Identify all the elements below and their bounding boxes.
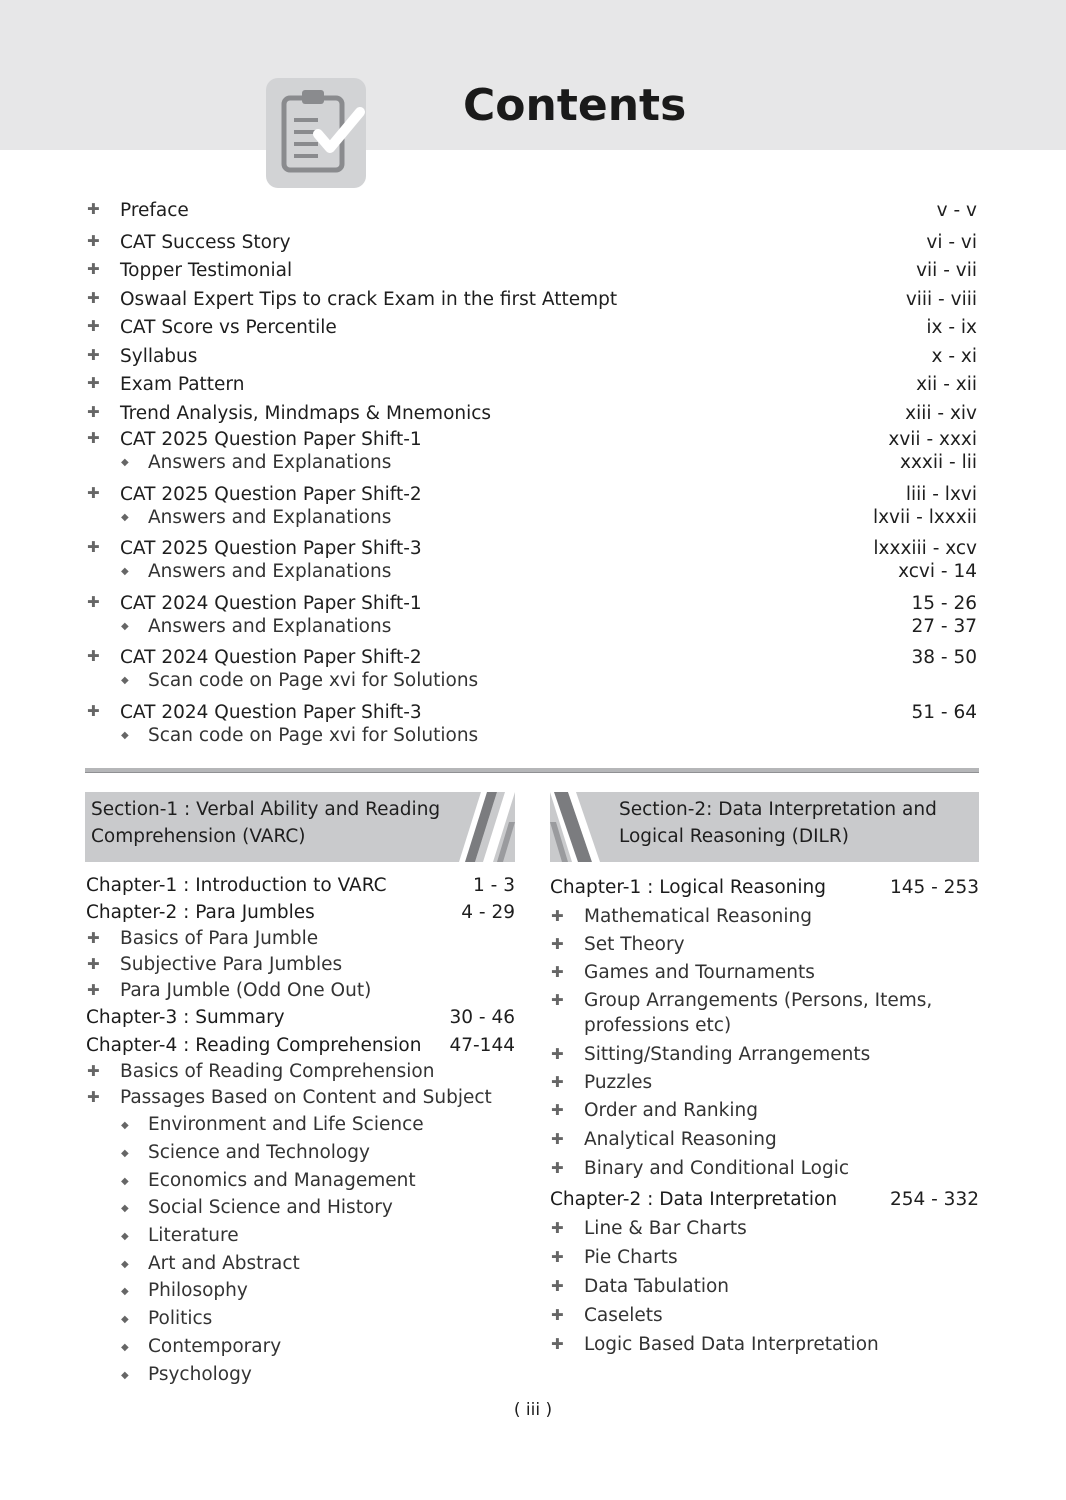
- backslash-decoration-icon: [550, 792, 610, 862]
- plus-icon: ✚: [87, 200, 100, 218]
- toc-item: Exam Pattern: [120, 374, 245, 395]
- section-2-header: [550, 792, 979, 862]
- toc-item: Preface: [120, 200, 189, 221]
- plus-icon: ✚: [87, 429, 100, 447]
- plus-icon: ✚: [551, 1045, 564, 1063]
- plus-icon: ✚: [87, 981, 100, 999]
- toc-item: CAT 2025 Question Paper Shift-2: [120, 484, 422, 505]
- plus-icon: ✚: [87, 260, 100, 278]
- divider: [85, 768, 979, 773]
- toc-subpages: lxvii - lxxxii: [872, 507, 977, 528]
- list-subitem: Social Science and History: [148, 1197, 393, 1218]
- list-subitem: Art and Abstract: [148, 1253, 300, 1274]
- plus-icon: ✚: [87, 538, 100, 556]
- plus-icon: ✚: [87, 647, 100, 665]
- diamond-bullet-icon: ◆: [121, 457, 129, 468]
- plus-icon: ✚: [87, 484, 100, 502]
- chapter-pages: 30 - 46: [449, 1007, 515, 1028]
- toc-pages: ix - ix: [926, 317, 977, 338]
- diamond-bullet-icon: ◆: [121, 1120, 129, 1131]
- plus-icon: ✚: [551, 1248, 564, 1266]
- diamond-bullet-icon: ◆: [121, 1314, 129, 1325]
- toc-item: CAT 2025 Question Paper Shift-3: [120, 538, 422, 559]
- chapter-title: Chapter-4 : Reading Comprehension: [86, 1035, 422, 1056]
- toc-subitem: Scan code on Page xvi for Solutions: [148, 670, 479, 691]
- toc-item: CAT Success Story: [120, 232, 291, 253]
- plus-icon: ✚: [551, 963, 564, 981]
- list-item: Caselets: [584, 1305, 663, 1326]
- toc-subitem: Answers and Explanations: [148, 561, 392, 582]
- chapter-title: Chapter-2 : Para Jumbles: [86, 902, 315, 923]
- section-2-title-line1: Section-2: Data Interpretation and: [619, 799, 937, 820]
- list-item-continuation: professions etc): [584, 1015, 732, 1036]
- diamond-bullet-icon: ◆: [121, 1259, 129, 1270]
- list-item: Binary and Conditional Logic: [584, 1158, 850, 1179]
- plus-icon: ✚: [551, 1219, 564, 1237]
- plus-icon: ✚: [87, 929, 100, 947]
- toc-pages: x - xi: [931, 346, 977, 367]
- list-item: Para Jumble (Odd One Out): [120, 980, 372, 1001]
- plus-icon: ✚: [551, 1159, 564, 1177]
- diamond-bullet-icon: ◆: [121, 1176, 129, 1187]
- list-item: Puzzles: [584, 1072, 653, 1093]
- list-subitem: Environment and Life Science: [148, 1114, 424, 1135]
- list-subitem: Psychology: [148, 1364, 252, 1385]
- toc-pages: xiii - xiv: [905, 403, 977, 424]
- list-subitem: Literature: [148, 1225, 239, 1246]
- toc-subitem: Scan code on Page xvi for Solutions: [148, 725, 479, 746]
- list-item: Logic Based Data Interpretation: [584, 1334, 879, 1355]
- plus-icon: ✚: [551, 1130, 564, 1148]
- toc-subitem: Answers and Explanations: [148, 452, 392, 473]
- toc-pages: vi - vi: [926, 232, 977, 253]
- toc-pages: v - v: [936, 200, 977, 221]
- plus-icon: ✚: [551, 1306, 564, 1324]
- page-number: ( iii ): [513, 1400, 553, 1420]
- toc-item: CAT 2024 Question Paper Shift-2: [120, 647, 422, 668]
- toc-item: CAT Score vs Percentile: [120, 317, 337, 338]
- plus-icon: ✚: [87, 1088, 100, 1106]
- toc-item: CAT 2024 Question Paper Shift-1: [120, 593, 422, 614]
- toc-pages: 15 - 26: [911, 593, 977, 614]
- toc-subpages: xcvi - 14: [898, 561, 977, 582]
- chapter-pages: 254 - 332: [889, 1189, 979, 1210]
- diamond-bullet-icon: ◆: [121, 1286, 129, 1297]
- toc-pages: xvii - xxxi: [888, 429, 977, 450]
- section-2-title-line2: Logical Reasoning (DILR): [619, 826, 849, 847]
- toc-item: Oswaal Expert Tips to crack Exam in the first Attempt: [120, 289, 618, 310]
- diamond-bullet-icon: ◆: [121, 1148, 129, 1159]
- list-subitem: Science and Technology: [148, 1142, 370, 1163]
- list-item: Games and Tournaments: [584, 962, 815, 983]
- list-item: Sitting/Standing Arrangements: [584, 1044, 871, 1065]
- toc-subitem: Answers and Explanations: [148, 507, 392, 528]
- section-1-header: [85, 792, 515, 862]
- diamond-bullet-icon: ◆: [121, 1203, 129, 1214]
- list-item: Basics of Reading Comprehension: [120, 1061, 435, 1082]
- diamond-bullet-icon: ◆: [121, 566, 129, 577]
- diamond-bullet-icon: ◆: [121, 512, 129, 523]
- list-item: Set Theory: [584, 934, 685, 955]
- section-1-title-line2: Comprehension (VARC): [91, 826, 306, 847]
- plus-icon: ✚: [551, 991, 564, 1009]
- diamond-bullet-icon: ◆: [121, 675, 129, 686]
- list-item: Pie Charts: [584, 1247, 678, 1268]
- plus-icon: ✚: [87, 955, 100, 973]
- list-item: Analytical Reasoning: [584, 1129, 777, 1150]
- list-subitem: Philosophy: [148, 1280, 248, 1301]
- diamond-bullet-icon: ◆: [121, 1342, 129, 1353]
- slash-decoration-icon: [457, 792, 517, 862]
- chapter-title: Chapter-3 : Summary: [86, 1007, 285, 1028]
- plus-icon: ✚: [551, 1335, 564, 1353]
- plus-icon: ✚: [87, 702, 100, 720]
- list-item: Subjective Para Jumbles: [120, 954, 343, 975]
- plus-icon: ✚: [87, 346, 100, 364]
- list-item: Passages Based on Content and Subject: [120, 1087, 492, 1108]
- list-subitem: Politics: [148, 1308, 213, 1329]
- chapter-title: Chapter-2 : Data Interpretation: [550, 1189, 838, 1210]
- plus-icon: ✚: [87, 1062, 100, 1080]
- toc-item: Syllabus: [120, 346, 198, 367]
- toc-pages: viii - viii: [905, 289, 977, 310]
- plus-icon: ✚: [551, 935, 564, 953]
- toc-pages: vii - vii: [916, 260, 977, 281]
- chapter-title: Chapter-1 : Introduction to VARC: [86, 875, 387, 896]
- diamond-bullet-icon: ◆: [121, 1370, 129, 1381]
- toc-pages: xii - xii: [916, 374, 977, 395]
- toc-pages: 51 - 64: [911, 702, 977, 723]
- list-item: Data Tabulation: [584, 1276, 730, 1297]
- plus-icon: ✚: [87, 289, 100, 307]
- chapter-pages: 47-144: [449, 1035, 515, 1056]
- toc-pages: liii - lxvi: [905, 484, 977, 505]
- plus-icon: ✚: [551, 1073, 564, 1091]
- toc-subitem: Answers and Explanations: [148, 616, 392, 637]
- page-title: Contents: [463, 80, 687, 131]
- list-item: Order and Ranking: [584, 1100, 758, 1121]
- diamond-bullet-icon: ◆: [121, 1231, 129, 1242]
- toc-pages: 38 - 50: [911, 647, 977, 668]
- list-item: Line & Bar Charts: [584, 1218, 747, 1239]
- toc-item: CAT 2025 Question Paper Shift-1: [120, 429, 422, 450]
- list-subitem: Economics and Management: [148, 1170, 416, 1191]
- list-item: Basics of Para Jumble: [120, 928, 319, 949]
- chapter-title: Chapter-1 : Logical Reasoning: [550, 877, 826, 898]
- chapter-pages: 1 - 3: [473, 875, 515, 896]
- plus-icon: ✚: [87, 403, 100, 421]
- toc-subpages: xxxii - lii: [900, 452, 977, 473]
- plus-icon: ✚: [87, 317, 100, 335]
- diamond-bullet-icon: ◆: [121, 621, 129, 632]
- toc-item: CAT 2024 Question Paper Shift-3: [120, 702, 422, 723]
- chapter-pages: 145 - 253: [889, 877, 979, 898]
- toc-pages: lxxxiii - xcv: [873, 538, 977, 559]
- list-item: Mathematical Reasoning: [584, 906, 812, 927]
- list-subitem: Contemporary: [148, 1336, 282, 1357]
- plus-icon: ✚: [87, 593, 100, 611]
- plus-icon: ✚: [551, 1277, 564, 1295]
- toc-item: Trend Analysis, Mindmaps & Mnemonics: [120, 403, 492, 424]
- plus-icon: ✚: [551, 907, 564, 925]
- clipboard-check-icon: [266, 78, 366, 188]
- chapter-pages: 4 - 29: [461, 902, 515, 923]
- plus-icon: ✚: [551, 1101, 564, 1119]
- section-1-title-line1: Section-1 : Verbal Ability and Reading: [91, 799, 441, 820]
- diamond-bullet-icon: ◆: [121, 730, 129, 741]
- list-item: Group Arrangements (Persons, Items,: [584, 990, 933, 1011]
- toc-subpages: 27 - 37: [911, 616, 977, 637]
- toc-item: Topper Testimonial: [120, 260, 293, 281]
- plus-icon: ✚: [87, 374, 100, 392]
- plus-icon: ✚: [87, 232, 100, 250]
